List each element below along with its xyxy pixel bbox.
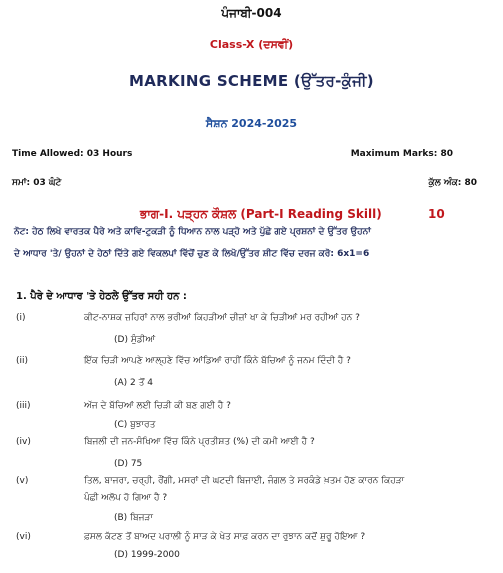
question-number: (v) (16, 476, 29, 486)
question-text: ਇੱਕ ਚਿੜੀ ਆਪਣੇ ਆਲ੍ਹਣੇ ਵਿੱਚ ਆਂਡਿਆਂ ਰਾਹੀਂ ਕਿੰਨੇ ਬੱਚਿਆਂ ਨੂੰ ਜਨਮ ਦਿੰਦੀ ਹੈ ? (84, 356, 351, 366)
maximum-marks-en: Maximum Marks: 80 (350, 149, 453, 159)
section-title: ਭਾਗ-I. ਪੜ੍ਹਨ ਕੌਸ਼ਲ (Part-I Reading Skill) (140, 207, 382, 221)
question-number: (i) (16, 313, 26, 323)
session-label: ਸੈਸ਼ਨ 2024-2025 (205, 117, 298, 130)
question-text: ਬਿਜਲੀ ਦੀ ਜਨ-ਸੰਖਿਆ ਵਿੱਚ ਕਿੰਨੇ ਪ੍ਰਤੀਸ਼ਤ (%) ਦੀ ਕਮੀ ਆਈ ਹੈ ? (84, 437, 315, 447)
subject-code: ਪੰਜਾਬੀ-004 (221, 6, 282, 20)
question-text-continued: ਪੰਛੀ ਅਲੋਪ ਹੋ ਗਿਆ ਹੈ ? (84, 493, 168, 503)
instruction-note-line-2: ਦੇ ਆਧਾਰ 'ਤੇ/ ਉਹਨਾਂ ਦੇ ਹੇਠਾਂ ਦਿੱਤੇ ਗਏ ਵਿਕਲਪਾਂ ਵਿੱਚੋਂ ਚੁਣ ਕੇ ਲਿਖੋ/ਉੱਤਰ ਸ਼ੀਟ ਵਿੱਚ ਦਰਜ ਕਰੋ: 6x1=6 (14, 249, 370, 259)
answer-text: (A) 2 ਤੋਂ 4 (114, 378, 153, 388)
class-label: Class-X (ਦਸਵੀਂ) (209, 38, 294, 51)
answer-text: (D) ਸੁੰਡੀਆਂ (114, 335, 156, 345)
marking-scheme-title: MARKING SCHEME (ਉੱਤਰ-ਕੁੰਜੀ) (129, 72, 374, 90)
question-text: ਅੱਜ ਦੇ ਬੱਚਿਆਂ ਲਈ ਚਿੜੀ ਕੀ ਬਣ ਗਈ ਹੈ ? (84, 401, 231, 411)
question-number: (vi) (16, 532, 31, 542)
total-marks-pa: ਕੁੱਲ ਅੰਕ: 80 (428, 178, 477, 188)
answer-text: (C) ਬੁਝਾਰਤ (114, 420, 156, 430)
answer-text: (D) 1999-2000 (114, 550, 180, 560)
question-heading: 1. ਪੈਰੇ ਦੇ ਆਧਾਰ 'ਤੇ ਹੇਠਲੇ ਉੱਤਰ ਸਹੀ ਹਨ : (16, 291, 187, 302)
question-text: ਤਿਲ, ਬਾਜਰਾ, ਚਰ੍ਹੀ, ਰੌਂਗੀ, ਮਸਰਾਂ ਦੀ ਘਟਦੀ ਬਿਜਾਈ, ਜੰਗਲ ਤੇ ਸਰਕੰਡੇ ਖ਼ਤਮ ਹੋਣ ਕਾਰਨ ਕਿਹੜਾ (84, 476, 405, 486)
question-number: (iv) (16, 437, 31, 447)
time-allowed-pa: ਸਮਾਂ: 03 ਘੰਟੇ (12, 178, 62, 188)
answer-text: (D) 75 (114, 459, 143, 469)
question-text: ਕੀਟ-ਨਾਸ਼ਕ ਜ਼ਹਿਰਾਂ ਨਾਲ ਭਰੀਆਂ ਕਿਹੜੀਆਂ ਚੀਜ਼ਾਂ ਖਾ ਕੇ ਚਿੜੀਆਂ ਮਰ ਰਹੀਆਂ ਹਨ ? (84, 313, 360, 323)
time-allowed-en: Time Allowed: 03 Hours (12, 149, 133, 159)
section-marks: 10 (428, 207, 445, 221)
question-text: ਫ਼ਸਲ ਕੱਟਣ ਤੋਂ ਬਾਅਦ ਪਰਾਲੀ ਨੂੰ ਸਾੜ ਕੇ ਖੇਤ ਸਾਫ਼ ਕਰਨ ਦਾ ਰੁਝਾਨ ਕਦੋਂ ਸ਼ੁਰੂ ਹੋਇਆ ? (84, 532, 366, 542)
question-number: (ii) (16, 356, 29, 366)
answer-text: (B) ਬਿਜੜਾ (114, 513, 153, 523)
question-number: (iii) (16, 401, 31, 411)
instruction-note-line-1: ਨੋਟ: ਹੇਠ ਲਿਖੇ ਵਾਰਤਕ ਪੈਰੇ ਅਤੇ ਕਾਵਿ-ਟੁਕੜੀ ਨੂੰ ਧਿਆਨ ਨਾਲ ਪੜ੍ਹੋ ਅਤੇ ਪੁੱਛੇ ਗਏ ਪ੍ਰਸ਼ਨਾਂ ਦੇ ਉੱਤਰ ਉਹਨਾਂ (14, 227, 371, 237)
